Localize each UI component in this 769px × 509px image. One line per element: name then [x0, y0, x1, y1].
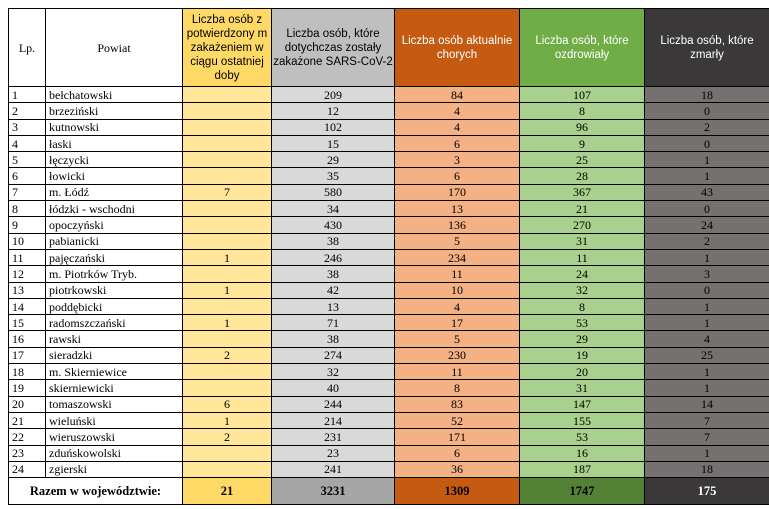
row-total-infected: 38	[272, 266, 395, 282]
row-recovered: 21	[520, 201, 645, 217]
row-lp: 20	[9, 396, 46, 412]
row-powiat: m. Piotrków Tryb.	[46, 266, 183, 282]
row-currently-sick: 10	[395, 282, 520, 298]
row-currently-sick: 11	[395, 266, 520, 282]
row-total-infected: 38	[272, 233, 395, 249]
header-currently-sick: Liczba osób aktualnie chorych	[395, 9, 520, 87]
covid-table-container	[8, 8, 769, 505]
row-currently-sick: 52	[395, 412, 520, 428]
row-recovered: 31	[520, 233, 645, 249]
table-row	[9, 429, 769, 445]
row-total-infected: 214	[272, 412, 395, 428]
row-currently-sick: 5	[395, 233, 520, 249]
table-row	[9, 168, 769, 184]
row-new-cases	[183, 135, 272, 151]
table-body	[9, 87, 769, 478]
row-powiat: pajęczański	[46, 249, 183, 265]
header-deaths: Liczba osób, które zmarły	[645, 9, 769, 87]
row-deaths: 24	[645, 217, 769, 233]
table-row	[9, 412, 769, 428]
row-powiat: tomaszowski	[46, 396, 183, 412]
row-total-infected: 244	[272, 396, 395, 412]
row-currently-sick: 230	[395, 347, 520, 363]
header-total-infected: Liczba osób, które dotychczas zostały zakażone SARS-CoV-2	[272, 9, 395, 87]
table-row	[9, 347, 769, 363]
row-new-cases	[183, 233, 272, 249]
total-currently-sick: 1309	[395, 478, 520, 505]
row-deaths: 7	[645, 412, 769, 428]
row-powiat: m. Łódź	[46, 184, 183, 200]
header-recovered: Liczba osób, które ozdrowiały	[520, 9, 645, 87]
row-new-cases	[183, 380, 272, 396]
row-currently-sick: 17	[395, 315, 520, 331]
total-deaths: 175	[645, 478, 769, 505]
row-deaths: 0	[645, 103, 769, 119]
row-total-infected: 15	[272, 135, 395, 151]
table-row	[9, 217, 769, 233]
table-row	[9, 445, 769, 461]
row-total-infected: 35	[272, 168, 395, 184]
row-total-infected: 12	[272, 103, 395, 119]
row-powiat: skierniewicki	[46, 380, 183, 396]
row-lp: 4	[9, 135, 46, 151]
row-currently-sick: 170	[395, 184, 520, 200]
row-powiat: łowicki	[46, 168, 183, 184]
row-new-cases	[183, 201, 272, 217]
row-powiat: pabianicki	[46, 233, 183, 249]
table-row	[9, 315, 769, 331]
header-lp: Lp.	[9, 9, 46, 87]
row-deaths: 2	[645, 119, 769, 135]
row-lp: 2	[9, 103, 46, 119]
row-deaths: 1	[645, 298, 769, 314]
row-deaths: 7	[645, 429, 769, 445]
row-lp: 17	[9, 347, 46, 363]
total-recovered: 1747	[520, 478, 645, 505]
row-currently-sick: 4	[395, 119, 520, 135]
row-recovered: 367	[520, 184, 645, 200]
row-lp: 12	[9, 266, 46, 282]
row-total-infected: 40	[272, 380, 395, 396]
row-new-cases: 7	[183, 184, 272, 200]
row-new-cases	[183, 445, 272, 461]
row-deaths: 3	[645, 266, 769, 282]
row-lp: 9	[9, 217, 46, 233]
row-recovered: 11	[520, 249, 645, 265]
total-new-cases: 21	[183, 478, 272, 505]
row-new-cases	[183, 217, 272, 233]
row-new-cases	[183, 266, 272, 282]
row-currently-sick: 8	[395, 380, 520, 396]
row-currently-sick: 3	[395, 152, 520, 168]
row-recovered: 270	[520, 217, 645, 233]
row-total-infected: 34	[272, 201, 395, 217]
row-deaths: 1	[645, 315, 769, 331]
row-recovered: 32	[520, 282, 645, 298]
row-deaths: 1	[645, 445, 769, 461]
table-row	[9, 461, 769, 477]
row-recovered: 53	[520, 315, 645, 331]
row-recovered: 9	[520, 135, 645, 151]
table-row	[9, 87, 769, 103]
row-total-infected: 209	[272, 87, 395, 103]
row-powiat: łęczycki	[46, 152, 183, 168]
header-new-cases: Liczba osób z potwierdzony m zakażeniem w ciągu ostatniej doby	[183, 9, 272, 87]
table-row	[9, 233, 769, 249]
row-powiat: sieradzki	[46, 347, 183, 363]
row-lp: 7	[9, 184, 46, 200]
table-row	[9, 249, 769, 265]
row-lp: 23	[9, 445, 46, 461]
row-new-cases	[183, 364, 272, 380]
row-recovered: 29	[520, 331, 645, 347]
row-lp: 14	[9, 298, 46, 314]
row-currently-sick: 13	[395, 201, 520, 217]
row-deaths: 0	[645, 201, 769, 217]
row-recovered: 8	[520, 298, 645, 314]
row-powiat: bełchatowski	[46, 87, 183, 103]
row-lp: 6	[9, 168, 46, 184]
row-powiat: zduńskowolski	[46, 445, 183, 461]
row-deaths: 14	[645, 396, 769, 412]
row-lp: 19	[9, 380, 46, 396]
row-total-infected: 23	[272, 445, 395, 461]
row-currently-sick: 36	[395, 461, 520, 477]
row-powiat: piotrkowski	[46, 282, 183, 298]
row-currently-sick: 83	[395, 396, 520, 412]
row-lp: 1	[9, 87, 46, 103]
row-currently-sick: 4	[395, 298, 520, 314]
total-infected: 3231	[272, 478, 395, 505]
row-recovered: 155	[520, 412, 645, 428]
table-row	[9, 282, 769, 298]
row-recovered: 19	[520, 347, 645, 363]
row-lp: 3	[9, 119, 46, 135]
row-powiat: wieruszowski	[46, 429, 183, 445]
row-recovered: 24	[520, 266, 645, 282]
row-new-cases: 1	[183, 412, 272, 428]
header-row	[9, 9, 769, 87]
row-new-cases	[183, 298, 272, 314]
row-recovered: 20	[520, 364, 645, 380]
row-deaths: 1	[645, 364, 769, 380]
row-new-cases: 2	[183, 429, 272, 445]
row-powiat: łódzki - wschodni	[46, 201, 183, 217]
row-currently-sick: 11	[395, 364, 520, 380]
table-row	[9, 380, 769, 396]
row-total-infected: 102	[272, 119, 395, 135]
row-deaths: 1	[645, 168, 769, 184]
row-powiat: rawski	[46, 331, 183, 347]
table-row	[9, 396, 769, 412]
row-lp: 18	[9, 364, 46, 380]
row-powiat: radomszczański	[46, 315, 183, 331]
row-powiat: łaski	[46, 135, 183, 151]
table-row	[9, 266, 769, 282]
row-new-cases: 1	[183, 315, 272, 331]
row-powiat: poddębicki	[46, 298, 183, 314]
row-lp: 13	[9, 282, 46, 298]
table-row	[9, 298, 769, 314]
row-new-cases	[183, 152, 272, 168]
row-lp: 15	[9, 315, 46, 331]
row-lp: 24	[9, 461, 46, 477]
row-deaths: 2	[645, 233, 769, 249]
row-recovered: 16	[520, 445, 645, 461]
row-total-infected: 71	[272, 315, 395, 331]
row-currently-sick: 84	[395, 87, 520, 103]
row-lp: 8	[9, 201, 46, 217]
total-row	[9, 478, 769, 505]
row-recovered: 107	[520, 87, 645, 103]
row-total-infected: 241	[272, 461, 395, 477]
row-powiat: kutnowski	[46, 119, 183, 135]
covid-powiat-table	[8, 8, 769, 505]
row-new-cases: 6	[183, 396, 272, 412]
row-recovered: 28	[520, 168, 645, 184]
row-new-cases	[183, 331, 272, 347]
row-total-infected: 246	[272, 249, 395, 265]
table-row	[9, 201, 769, 217]
row-deaths: 1	[645, 152, 769, 168]
table-row	[9, 184, 769, 200]
row-currently-sick: 6	[395, 168, 520, 184]
row-new-cases: 1	[183, 282, 272, 298]
row-deaths: 1	[645, 380, 769, 396]
row-recovered: 96	[520, 119, 645, 135]
row-currently-sick: 4	[395, 103, 520, 119]
total-label: Razem w województwie:	[9, 478, 183, 505]
row-powiat: wieluński	[46, 412, 183, 428]
row-total-infected: 13	[272, 298, 395, 314]
row-new-cases	[183, 168, 272, 184]
row-deaths: 43	[645, 184, 769, 200]
row-new-cases: 1	[183, 249, 272, 265]
row-deaths: 1	[645, 249, 769, 265]
row-lp: 21	[9, 412, 46, 428]
row-recovered: 25	[520, 152, 645, 168]
row-lp: 5	[9, 152, 46, 168]
row-currently-sick: 136	[395, 217, 520, 233]
row-new-cases	[183, 87, 272, 103]
row-total-infected: 29	[272, 152, 395, 168]
row-total-infected: 42	[272, 282, 395, 298]
row-deaths: 4	[645, 331, 769, 347]
row-recovered: 31	[520, 380, 645, 396]
row-recovered: 187	[520, 461, 645, 477]
row-deaths: 18	[645, 461, 769, 477]
table-row	[9, 135, 769, 151]
row-new-cases	[183, 119, 272, 135]
table-row	[9, 103, 769, 119]
row-total-infected: 430	[272, 217, 395, 233]
table-row	[9, 119, 769, 135]
row-lp: 22	[9, 429, 46, 445]
row-new-cases: 2	[183, 347, 272, 363]
row-deaths: 0	[645, 135, 769, 151]
row-powiat: m. Skierniewice	[46, 364, 183, 380]
row-currently-sick: 6	[395, 135, 520, 151]
row-lp: 11	[9, 249, 46, 265]
row-currently-sick: 5	[395, 331, 520, 347]
table-row	[9, 364, 769, 380]
row-recovered: 53	[520, 429, 645, 445]
row-recovered: 8	[520, 103, 645, 119]
row-new-cases	[183, 103, 272, 119]
row-deaths: 18	[645, 87, 769, 103]
row-total-infected: 274	[272, 347, 395, 363]
row-powiat: opoczyński	[46, 217, 183, 233]
row-currently-sick: 171	[395, 429, 520, 445]
table-row	[9, 331, 769, 347]
row-powiat: brzeziński	[46, 103, 183, 119]
row-new-cases	[183, 461, 272, 477]
row-lp: 16	[9, 331, 46, 347]
row-total-infected: 38	[272, 331, 395, 347]
row-deaths: 0	[645, 282, 769, 298]
row-total-infected: 580	[272, 184, 395, 200]
row-currently-sick: 6	[395, 445, 520, 461]
row-lp: 10	[9, 233, 46, 249]
row-total-infected: 231	[272, 429, 395, 445]
row-deaths: 25	[645, 347, 769, 363]
header-powiat: Powiat	[46, 9, 183, 87]
row-powiat: zgierski	[46, 461, 183, 477]
table-row	[9, 152, 769, 168]
row-currently-sick: 234	[395, 249, 520, 265]
row-total-infected: 32	[272, 364, 395, 380]
row-recovered: 147	[520, 396, 645, 412]
